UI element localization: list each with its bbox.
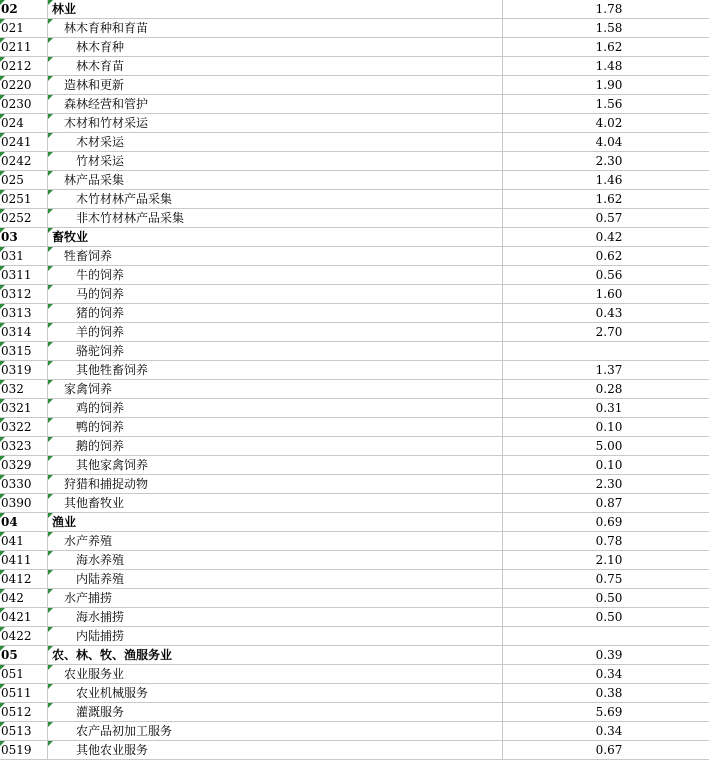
code-cell[interactable]: [0, 209, 48, 227]
value-cell[interactable]: 1.48: [595, 59, 623, 73]
code-cell[interactable]: [0, 437, 48, 455]
code-text: 0329: [1, 458, 32, 472]
table-row: [0, 228, 709, 247]
code-cell[interactable]: [0, 513, 48, 531]
code-cell[interactable]: [0, 456, 48, 474]
text-format-indicator-icon: [48, 380, 53, 385]
code-cell[interactable]: [0, 19, 48, 37]
table-row: [0, 722, 709, 741]
table-row: [0, 418, 709, 437]
code-cell[interactable]: [0, 152, 48, 170]
text-format-indicator-icon: [48, 152, 53, 157]
code-text: 024: [1, 116, 24, 130]
name-text: 鸭的饲养: [76, 420, 125, 434]
name-text: 木材采运: [76, 135, 125, 149]
name-text: 竹材采运: [76, 154, 125, 168]
name-cell[interactable]: [48, 627, 503, 645]
name-text: 水产捕捞: [64, 591, 113, 605]
table-row: [0, 684, 709, 703]
code-cell[interactable]: [0, 266, 48, 284]
name-text: 林木育种和育苗: [64, 21, 149, 35]
table-row: [0, 513, 709, 532]
code-cell[interactable]: [0, 133, 48, 151]
code-text: 0390: [1, 496, 32, 510]
name-cell[interactable]: [48, 361, 503, 379]
text-format-indicator-icon: [48, 741, 53, 746]
code-cell[interactable]: [0, 38, 48, 56]
text-format-indicator-icon: [48, 38, 53, 43]
name-text: 羊的饲养: [76, 325, 125, 339]
text-format-indicator-icon: [48, 437, 53, 442]
code-cell[interactable]: [0, 76, 48, 94]
code-text: 0319: [1, 363, 32, 377]
name-text: 林业: [52, 2, 77, 16]
code-cell[interactable]: [0, 475, 48, 493]
text-format-indicator-icon: [48, 570, 53, 575]
name-cell[interactable]: [48, 0, 503, 18]
value-cell[interactable]: 0.31: [595, 401, 623, 415]
code-cell[interactable]: [0, 247, 48, 265]
text-format-indicator-icon: [48, 95, 53, 100]
value-cell[interactable]: 0.10: [595, 420, 623, 434]
code-text: 0422: [1, 629, 32, 643]
value-cell[interactable]: 0.34: [595, 724, 623, 738]
table-row: [0, 342, 709, 361]
code-text: 0311: [1, 268, 32, 282]
name-text: 林产品采集: [64, 173, 125, 187]
name-text: 牛的饲养: [76, 268, 125, 282]
text-format-indicator-icon: [48, 209, 53, 214]
text-format-indicator-icon: [48, 684, 53, 689]
table-row: [0, 570, 709, 589]
code-cell[interactable]: [0, 551, 48, 569]
name-text: 灌溉服务: [76, 705, 125, 719]
name-text: 海水捕捞: [76, 610, 125, 624]
table-row: [0, 190, 709, 209]
text-format-indicator-icon: [48, 399, 53, 404]
name-cell[interactable]: [48, 684, 503, 702]
code-cell[interactable]: [0, 57, 48, 75]
name-cell[interactable]: [48, 494, 503, 512]
text-format-indicator-icon: [48, 247, 53, 252]
value-cell[interactable]: 1.62: [595, 40, 623, 54]
value-cell[interactable]: 0.28: [595, 382, 623, 396]
value-cell[interactable]: 1.78: [595, 2, 623, 16]
name-text: 猪的饲养: [76, 306, 125, 320]
value-cell[interactable]: 0.69: [595, 515, 623, 529]
code-text: 0312: [1, 287, 32, 301]
code-cell[interactable]: [0, 418, 48, 436]
table-row: [0, 114, 709, 133]
table-row: [0, 19, 709, 38]
code-cell[interactable]: [0, 589, 48, 607]
code-text: 0322: [1, 420, 32, 434]
text-format-indicator-icon: [48, 418, 53, 423]
name-cell[interactable]: [48, 342, 503, 360]
name-text: 其他畜牧业: [64, 496, 125, 510]
code-text: 0421: [1, 610, 32, 624]
text-format-indicator-icon: [48, 266, 53, 271]
text-format-indicator-icon: [48, 608, 53, 613]
table-row: [0, 76, 709, 95]
name-text: 其他家禽饲养: [76, 458, 149, 472]
code-cell[interactable]: [0, 190, 48, 208]
name-cell[interactable]: [48, 532, 503, 550]
value-cell[interactable]: 0.78: [595, 534, 623, 548]
text-format-indicator-icon: [48, 627, 53, 632]
name-cell[interactable]: [48, 247, 503, 265]
name-cell[interactable]: [48, 152, 503, 170]
name-text: 其他农业服务: [76, 743, 149, 757]
code-text: 0315: [1, 344, 32, 358]
value-cell[interactable]: 0.38: [595, 686, 623, 700]
code-cell[interactable]: [0, 171, 48, 189]
name-text: 农业机械服务: [76, 686, 149, 700]
name-cell[interactable]: [48, 114, 503, 132]
code-cell[interactable]: [0, 323, 48, 341]
text-format-indicator-icon: [48, 589, 53, 594]
value-cell[interactable]: 0.67: [595, 743, 623, 757]
table-row: [0, 95, 709, 114]
text-format-indicator-icon: [48, 646, 53, 651]
table-row: [0, 304, 709, 323]
text-format-indicator-icon: [48, 19, 53, 24]
code-text: 02: [1, 2, 18, 16]
name-cell[interactable]: [48, 551, 503, 569]
text-format-indicator-icon: [48, 323, 53, 328]
name-text: 农产品初加工服务: [76, 724, 173, 738]
code-text: 0211: [1, 40, 32, 54]
code-cell[interactable]: [0, 722, 48, 740]
table-row: [0, 494, 709, 513]
name-cell[interactable]: [48, 475, 503, 493]
code-text: 031: [1, 249, 24, 263]
text-format-indicator-icon: [48, 57, 53, 62]
code-cell[interactable]: [0, 627, 48, 645]
table-row: [0, 171, 709, 190]
table-row: [0, 380, 709, 399]
name-text: 骆驼饲养: [76, 344, 125, 358]
name-cell[interactable]: [48, 513, 503, 531]
text-format-indicator-icon: [48, 532, 53, 537]
name-text: 内陆养殖: [76, 572, 125, 586]
table-row: [0, 152, 709, 171]
code-cell[interactable]: [0, 228, 48, 246]
name-text: 鹅的饲养: [76, 439, 125, 453]
code-cell[interactable]: [0, 0, 48, 18]
value-cell[interactable]: 0.57: [595, 211, 623, 225]
name-cell[interactable]: [48, 133, 503, 151]
code-cell[interactable]: [0, 665, 48, 683]
table-row: [0, 665, 709, 684]
code-cell[interactable]: [0, 532, 48, 550]
text-format-indicator-icon: [48, 722, 53, 727]
name-text: 林木育种: [76, 40, 125, 54]
name-cell[interactable]: [48, 76, 503, 94]
code-text: 0330: [1, 477, 32, 491]
code-text: 0220: [1, 78, 32, 92]
table-row: [0, 133, 709, 152]
code-text: 0212: [1, 59, 32, 73]
code-text: 0519: [1, 743, 32, 757]
code-text: 03: [1, 230, 18, 244]
value-cell[interactable]: 4.02: [595, 116, 623, 130]
code-cell[interactable]: [0, 399, 48, 417]
code-cell[interactable]: [0, 608, 48, 626]
value-cell[interactable]: 0.39: [595, 648, 623, 662]
name-cell[interactable]: [48, 570, 503, 588]
code-text: 05: [1, 648, 18, 662]
name-cell[interactable]: [48, 19, 503, 37]
code-text: 0241: [1, 135, 32, 149]
table-row: [0, 38, 709, 57]
table-row: [0, 266, 709, 285]
table-row: [0, 646, 709, 665]
value-cell[interactable]: 0.50: [595, 610, 623, 624]
name-text: 牲畜饲养: [64, 249, 113, 263]
name-cell[interactable]: [48, 741, 503, 759]
code-text: 04: [1, 515, 18, 529]
name-text: 畜牧业: [52, 230, 89, 244]
code-cell[interactable]: [0, 494, 48, 512]
code-cell[interactable]: [0, 114, 48, 132]
table-row: [0, 247, 709, 266]
code-text: 0313: [1, 306, 32, 320]
value-cell[interactable]: [503, 342, 709, 360]
value-cell[interactable]: 1.90: [595, 78, 623, 92]
text-format-indicator-icon: [48, 513, 53, 518]
text-format-indicator-icon: [48, 475, 53, 480]
text-format-indicator-icon: [48, 0, 53, 5]
text-format-indicator-icon: [48, 114, 53, 119]
table-row: [0, 475, 709, 494]
code-cell[interactable]: [0, 380, 48, 398]
name-text: 森林经营和管护: [64, 97, 149, 111]
code-cell[interactable]: [0, 361, 48, 379]
name-cell[interactable]: [48, 323, 503, 341]
name-text: 马的饲养: [76, 287, 125, 301]
code-cell[interactable]: [0, 342, 48, 360]
name-cell[interactable]: [48, 380, 503, 398]
code-text: 032: [1, 382, 24, 396]
value-cell[interactable]: 1.56: [595, 97, 623, 111]
name-cell[interactable]: [48, 304, 503, 322]
value-cell[interactable]: 1.62: [595, 192, 623, 206]
code-cell[interactable]: [0, 703, 48, 721]
name-cell[interactable]: [48, 399, 503, 417]
value-cell[interactable]: [503, 627, 709, 645]
value-cell[interactable]: 0.87: [595, 496, 623, 510]
name-text: 狩猎和捕捉动物: [64, 477, 149, 491]
code-text: 0511: [1, 686, 32, 700]
name-cell[interactable]: [48, 456, 503, 474]
code-text: 0323: [1, 439, 32, 453]
table-row: [0, 57, 709, 76]
code-cell[interactable]: [0, 741, 48, 759]
table-row: [0, 703, 709, 722]
table-row: [0, 608, 709, 627]
name-text: 家禽饲养: [64, 382, 113, 396]
table-row: [0, 627, 709, 646]
code-text: 025: [1, 173, 24, 187]
name-cell[interactable]: [48, 209, 503, 227]
name-cell[interactable]: [48, 38, 503, 56]
table-row: [0, 741, 709, 760]
table-row: [0, 456, 709, 475]
text-format-indicator-icon: [48, 703, 53, 708]
value-cell[interactable]: 0.75: [595, 572, 623, 586]
code-text: 042: [1, 591, 24, 605]
value-cell[interactable]: 2.10: [595, 553, 623, 567]
table-row: [0, 209, 709, 228]
value-cell[interactable]: 1.60: [595, 287, 623, 301]
name-cell[interactable]: [48, 285, 503, 303]
table-row: [0, 399, 709, 418]
code-text: 0242: [1, 154, 32, 168]
code-cell[interactable]: [0, 684, 48, 702]
name-text: 木材和竹材采运: [64, 116, 149, 130]
text-format-indicator-icon: [48, 228, 53, 233]
name-text: 其他牲畜饲养: [76, 363, 149, 377]
text-format-indicator-icon: [48, 76, 53, 81]
text-format-indicator-icon: [48, 494, 53, 499]
name-text: 林木育苗: [76, 59, 125, 73]
name-text: 农、林、牧、渔服务业: [52, 648, 173, 662]
name-cell[interactable]: [48, 437, 503, 455]
table-row: [0, 437, 709, 456]
code-cell[interactable]: [0, 95, 48, 113]
table-row: [0, 0, 709, 19]
name-text: 水产养殖: [64, 534, 113, 548]
name-cell[interactable]: [48, 266, 503, 284]
name-text: 鸡的饲养: [76, 401, 125, 415]
code-text: 0513: [1, 724, 32, 738]
name-cell[interactable]: [48, 228, 503, 246]
value-cell[interactable]: 1.37: [595, 363, 623, 377]
code-text: 0411: [1, 553, 32, 567]
table-row: [0, 589, 709, 608]
table-row: [0, 532, 709, 551]
text-format-indicator-icon: [48, 551, 53, 556]
code-cell[interactable]: [0, 304, 48, 322]
value-cell[interactable]: 0.43: [595, 306, 623, 320]
code-text: 021: [1, 21, 24, 35]
name-cell[interactable]: [48, 722, 503, 740]
text-format-indicator-icon: [48, 456, 53, 461]
name-cell[interactable]: [48, 703, 503, 721]
value-cell[interactable]: 0.34: [595, 667, 623, 681]
text-format-indicator-icon: [48, 342, 53, 347]
value-cell[interactable]: 2.30: [595, 154, 623, 168]
name-text: 农业服务业: [64, 667, 125, 681]
code-cell[interactable]: [0, 570, 48, 588]
text-format-indicator-icon: [48, 190, 53, 195]
code-cell[interactable]: [0, 646, 48, 664]
text-format-indicator-icon: [48, 361, 53, 366]
text-format-indicator-icon: [48, 285, 53, 290]
value-cell[interactable]: 2.30: [595, 477, 623, 491]
name-text: 渔业: [52, 515, 77, 529]
name-text: 海水养殖: [76, 553, 125, 567]
value-cell[interactable]: 2.70: [595, 325, 623, 339]
name-text: 内陆捕捞: [76, 629, 125, 643]
value-cell[interactable]: 1.58: [595, 21, 623, 35]
table-row: [0, 285, 709, 304]
code-text: 041: [1, 534, 24, 548]
name-cell[interactable]: [48, 418, 503, 436]
name-cell[interactable]: [48, 665, 503, 683]
text-format-indicator-icon: [48, 304, 53, 309]
value-cell[interactable]: 4.04: [595, 135, 623, 149]
code-text: 0251: [1, 192, 32, 206]
code-cell[interactable]: [0, 285, 48, 303]
text-format-indicator-icon: [48, 665, 53, 670]
text-format-indicator-icon: [48, 133, 53, 138]
table-row: [0, 361, 709, 380]
name-cell[interactable]: [48, 646, 503, 664]
code-text: 0252: [1, 211, 32, 225]
code-text: 0321: [1, 401, 32, 415]
name-cell[interactable]: [48, 190, 503, 208]
code-text: 0314: [1, 325, 32, 339]
code-text: 0512: [1, 705, 32, 719]
code-text: 0230: [1, 97, 32, 111]
value-cell[interactable]: 1.46: [595, 173, 623, 187]
text-format-indicator-icon: [48, 171, 53, 176]
name-text: 造林和更新: [64, 78, 125, 92]
value-cell[interactable]: 5.69: [595, 705, 623, 719]
value-cell[interactable]: 0.62: [595, 249, 623, 263]
value-cell[interactable]: 0.50: [595, 591, 623, 605]
name-text: 木竹材林产品采集: [76, 192, 173, 206]
value-cell[interactable]: 0.56: [595, 268, 623, 282]
value-cell[interactable]: 0.10: [595, 458, 623, 472]
code-text: 051: [1, 667, 24, 681]
value-cell[interactable]: 5.00: [595, 439, 623, 453]
table-row: [0, 323, 709, 342]
code-text: 0412: [1, 572, 32, 586]
table-row: [0, 551, 709, 570]
name-cell[interactable]: [48, 589, 503, 607]
name-text: 非木竹材林产品采集: [76, 211, 185, 225]
value-cell[interactable]: 0.42: [595, 230, 623, 244]
name-cell[interactable]: [48, 608, 503, 626]
name-cell[interactable]: [48, 95, 503, 113]
name-cell[interactable]: [48, 171, 503, 189]
name-cell[interactable]: [48, 57, 503, 75]
